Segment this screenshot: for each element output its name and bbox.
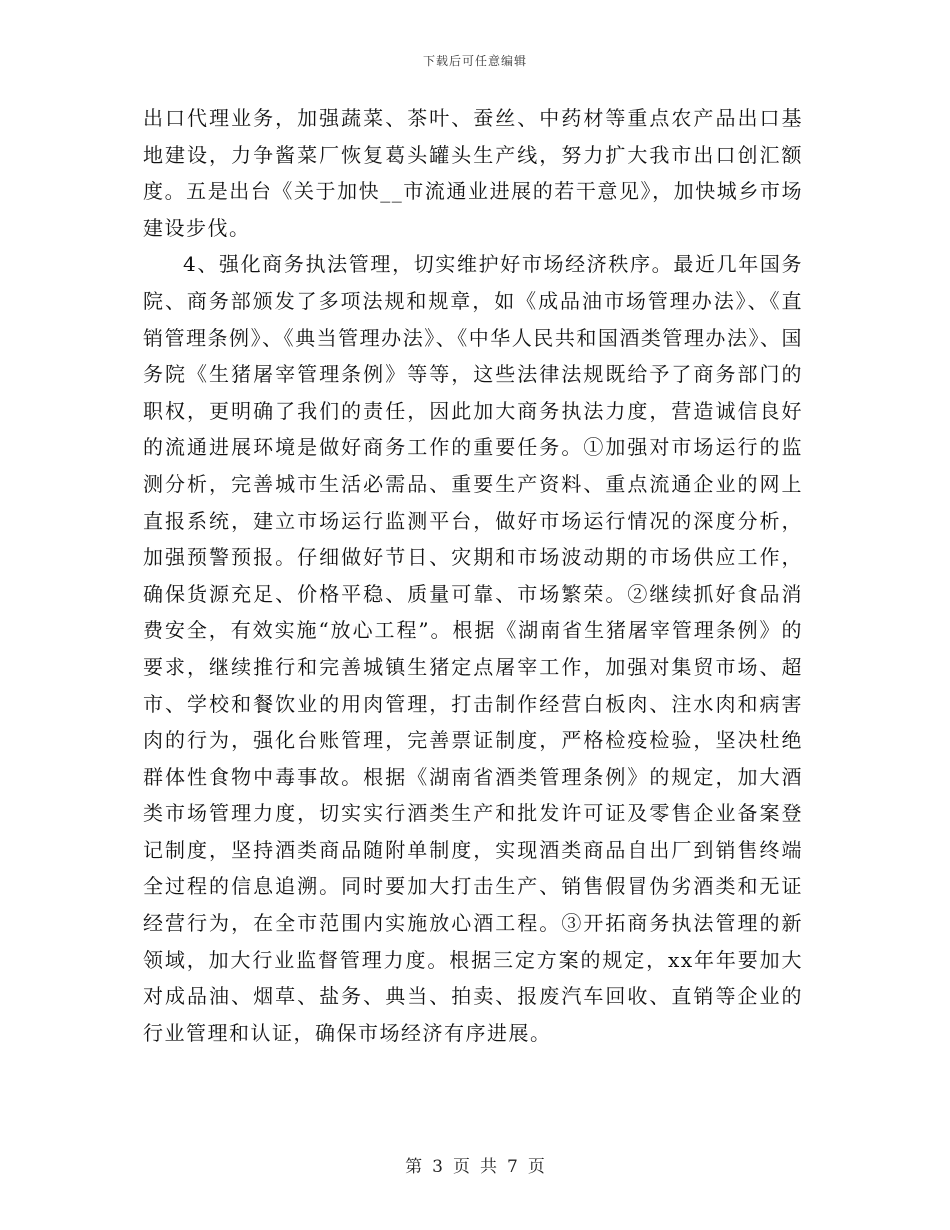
footer-page-word: 页 [453,1157,470,1177]
footer-total-pages: 7 [507,1157,518,1177]
page-header-note: 下载后可任意编辑 [422,54,527,68]
footer-total-word: 共 [480,1157,497,1177]
footer-current-page: 3 [432,1157,443,1177]
footer-prefix: 第 [405,1157,423,1177]
footer-suffix: 页 [527,1157,545,1177]
document-body [143,100,803,1051]
paragraph-continuation: 出口代理业务，加强蔬菜、茶叶、蚕丝、中药材等重点农产品出口基地建设，力争酱菜厂恢复葛头罐头生产线，努力扩大我市出口创汇额度。五是出台《关于加快__市流通业进展的若干意见》，加快城乡市场建设步伐。 [143,106,803,240]
page-number-footer [0,1152,950,1177]
paragraph-enforcement: 4、强化商务执法管理，切实维护好市场经济秩序。最近几年国务院、商务部颁发了多项法规和规章，如《成品油市场管理办法》、《直销管理条例》、《典当管理办法》、《中华人民共和国酒类管理办法》、国务院《生猪屠宰管理条例》等等，这些法律法规既给予了商务部门的职权，更明确了我们的责任，因此加大商务执法力度，营造诚信良好的流通进展环境是做好商务工作的重要任务。①加强对市场运行的监测分析，完善城市生活必需品、重要生产资料、重点流通企业的网上直报系统，建立市场运行监测平台，做好市场运行情况的深度分析，加强预警预报。仔细做好节日、灾期和市场波动期的市场供应工作，确保货源充足、价格平稳、质量可靠、市场繁荣。②继续抓好食品消费安全，有效实施“放心工程”。根据《湖南省生猪屠宰管理条例》的要求，继续推行和完善城镇生猪定点屠宰工作，加强对集贸市场、超市、学校和餐饮业的用肉管理，打击制作经营白板肉、注水肉和病害肉的行为，强化台账管理，完善票证制度，严格检疫检验，坚决杜绝群体性食物中毒事故。根据《湖南省酒类管理条例》的规定，加大酒类市场管理力度，切实实行酒类生产和批发许可证及零售企业备案登记制度，坚持酒类商品随附单制度，实现酒类商品自出厂到销售终端全过程的信息追溯。同时要加大打击生产、销售假冒伪劣酒类和无证经营行为，在全市范围内实施放心酒工程。③开拓商务执法管理的新领域，加大行业监督管理力度。根据三定方案的规定，xx年年要加大对成品油、烟草、盐务、典当、拍卖、报废汽车回收、直销等企业的行业管理和认证，确保市场经济有序进展。 [143,252,803,1045]
